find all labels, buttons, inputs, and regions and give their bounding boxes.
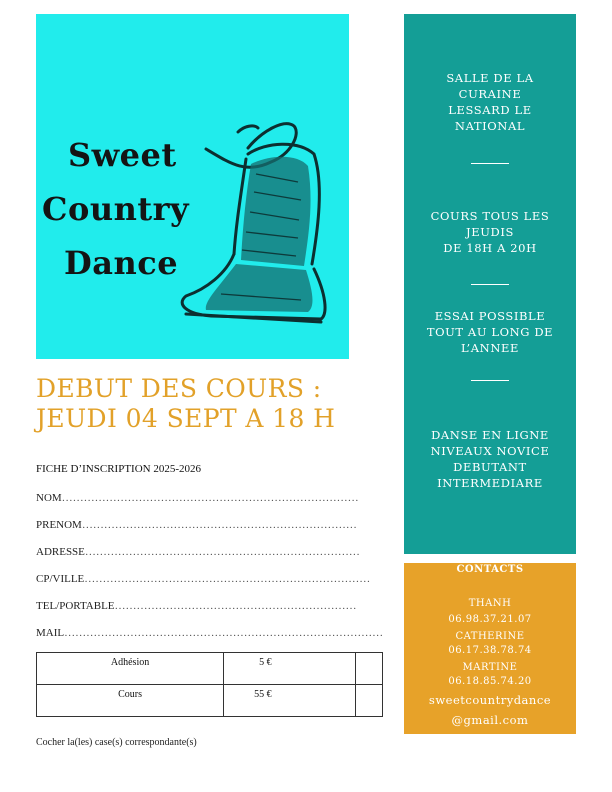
logo-word-country: Country [42,190,190,228]
dance-style-block [404,427,576,491]
contact-name: THANH [468,598,512,609]
fee-item: Adhésion [37,653,224,685]
field-cp-ville[interactable] [36,573,371,585]
contact-name: CATHERINE [455,631,525,642]
logo-block [36,14,349,359]
field-mail[interactable] [36,627,384,639]
contacts-panel [404,563,576,734]
cowboy-boot-icon [36,14,349,359]
venue-line: CURAINE [458,87,522,101]
trial-block [404,308,576,356]
divider [471,284,509,285]
style-line: DANSE EN LIGNE [431,428,549,442]
field-line: ……………………………………………………………………… [61,492,359,504]
contacts-title: CONTACTS [456,564,524,575]
field-tel-portable[interactable] [36,600,357,612]
logo-word-dance: Dance [64,244,179,282]
field-line: …………………………………………………………………………… [64,627,384,639]
table-row [37,653,383,685]
field-label: PRENOM [36,519,82,531]
field-label: CP/VILLE [36,573,85,585]
style-line: DEBUTANT [453,460,527,474]
divider [471,163,509,164]
field-label: TEL/PORTABLE [36,600,115,612]
venue-block [404,70,576,134]
divider [471,380,509,381]
field-label: MAIL [36,627,65,639]
field-label: NOM [36,492,62,504]
fee-checkbox[interactable] [356,685,383,717]
schedule-line: DE 18H A 20H [443,241,537,255]
field-line: …………………………………………………………………… [84,573,371,585]
contact-phone[interactable]: 06.98.37.21.07 [448,614,532,625]
schedule-line: JEUDIS [466,225,514,239]
style-line: NIVEAUX NOVICE [430,444,550,458]
field-line: ………………………………………………………………… [84,546,360,558]
fees-table [36,652,383,717]
venue-line: LESSARD LE [448,103,532,117]
checkbox-instruction: Cocher la(les) case(s) correspondante(s) [36,737,197,748]
fee-price: 55 € [224,685,356,717]
field-line: ………………………………………………………… [114,600,357,612]
venue-line: SALLE DE LA [446,71,534,85]
field-prenom[interactable] [36,519,357,531]
headline-line-1: DEBUT DES COURS : [36,374,322,403]
logo-word-sweet: Sweet [68,136,177,174]
schedule-line: COURS TOUS LES [430,209,550,223]
contact-phone[interactable]: 06.17.38.78.74 [448,645,532,656]
field-label: ADRESSE [36,546,85,558]
info-panel [404,14,576,554]
schedule-block [404,208,576,256]
trial-line: L’ANNEE [461,341,519,355]
fee-checkbox[interactable] [356,653,383,685]
trial-line: ESSAI POSSIBLE [434,309,546,323]
field-nom[interactable] [36,492,359,504]
trial-line: TOUT AU LONG DE [426,325,554,339]
contact-email-line-2[interactable]: @gmail.com [451,713,529,727]
form-title: FICHE D’INSCRIPTION 2025-2026 [36,463,201,475]
field-adresse[interactable] [36,546,360,558]
venue-line: NATIONAL [454,119,526,133]
fee-price: 5 € [224,653,356,685]
style-line: INTERMEDIARE [437,476,543,490]
fee-item: Cours [37,685,224,717]
contact-name: MARTINE [462,662,518,673]
start-date-headline [36,374,376,434]
field-line: ………………………………………………………………… [81,519,357,531]
headline-line-2: JEUDI 04 SEPT A 18 H [36,404,336,433]
contact-phone[interactable]: 06.18.85.74.20 [448,676,532,687]
contact-email-line-1[interactable]: sweetcountrydance [428,693,552,707]
table-row [37,685,383,717]
